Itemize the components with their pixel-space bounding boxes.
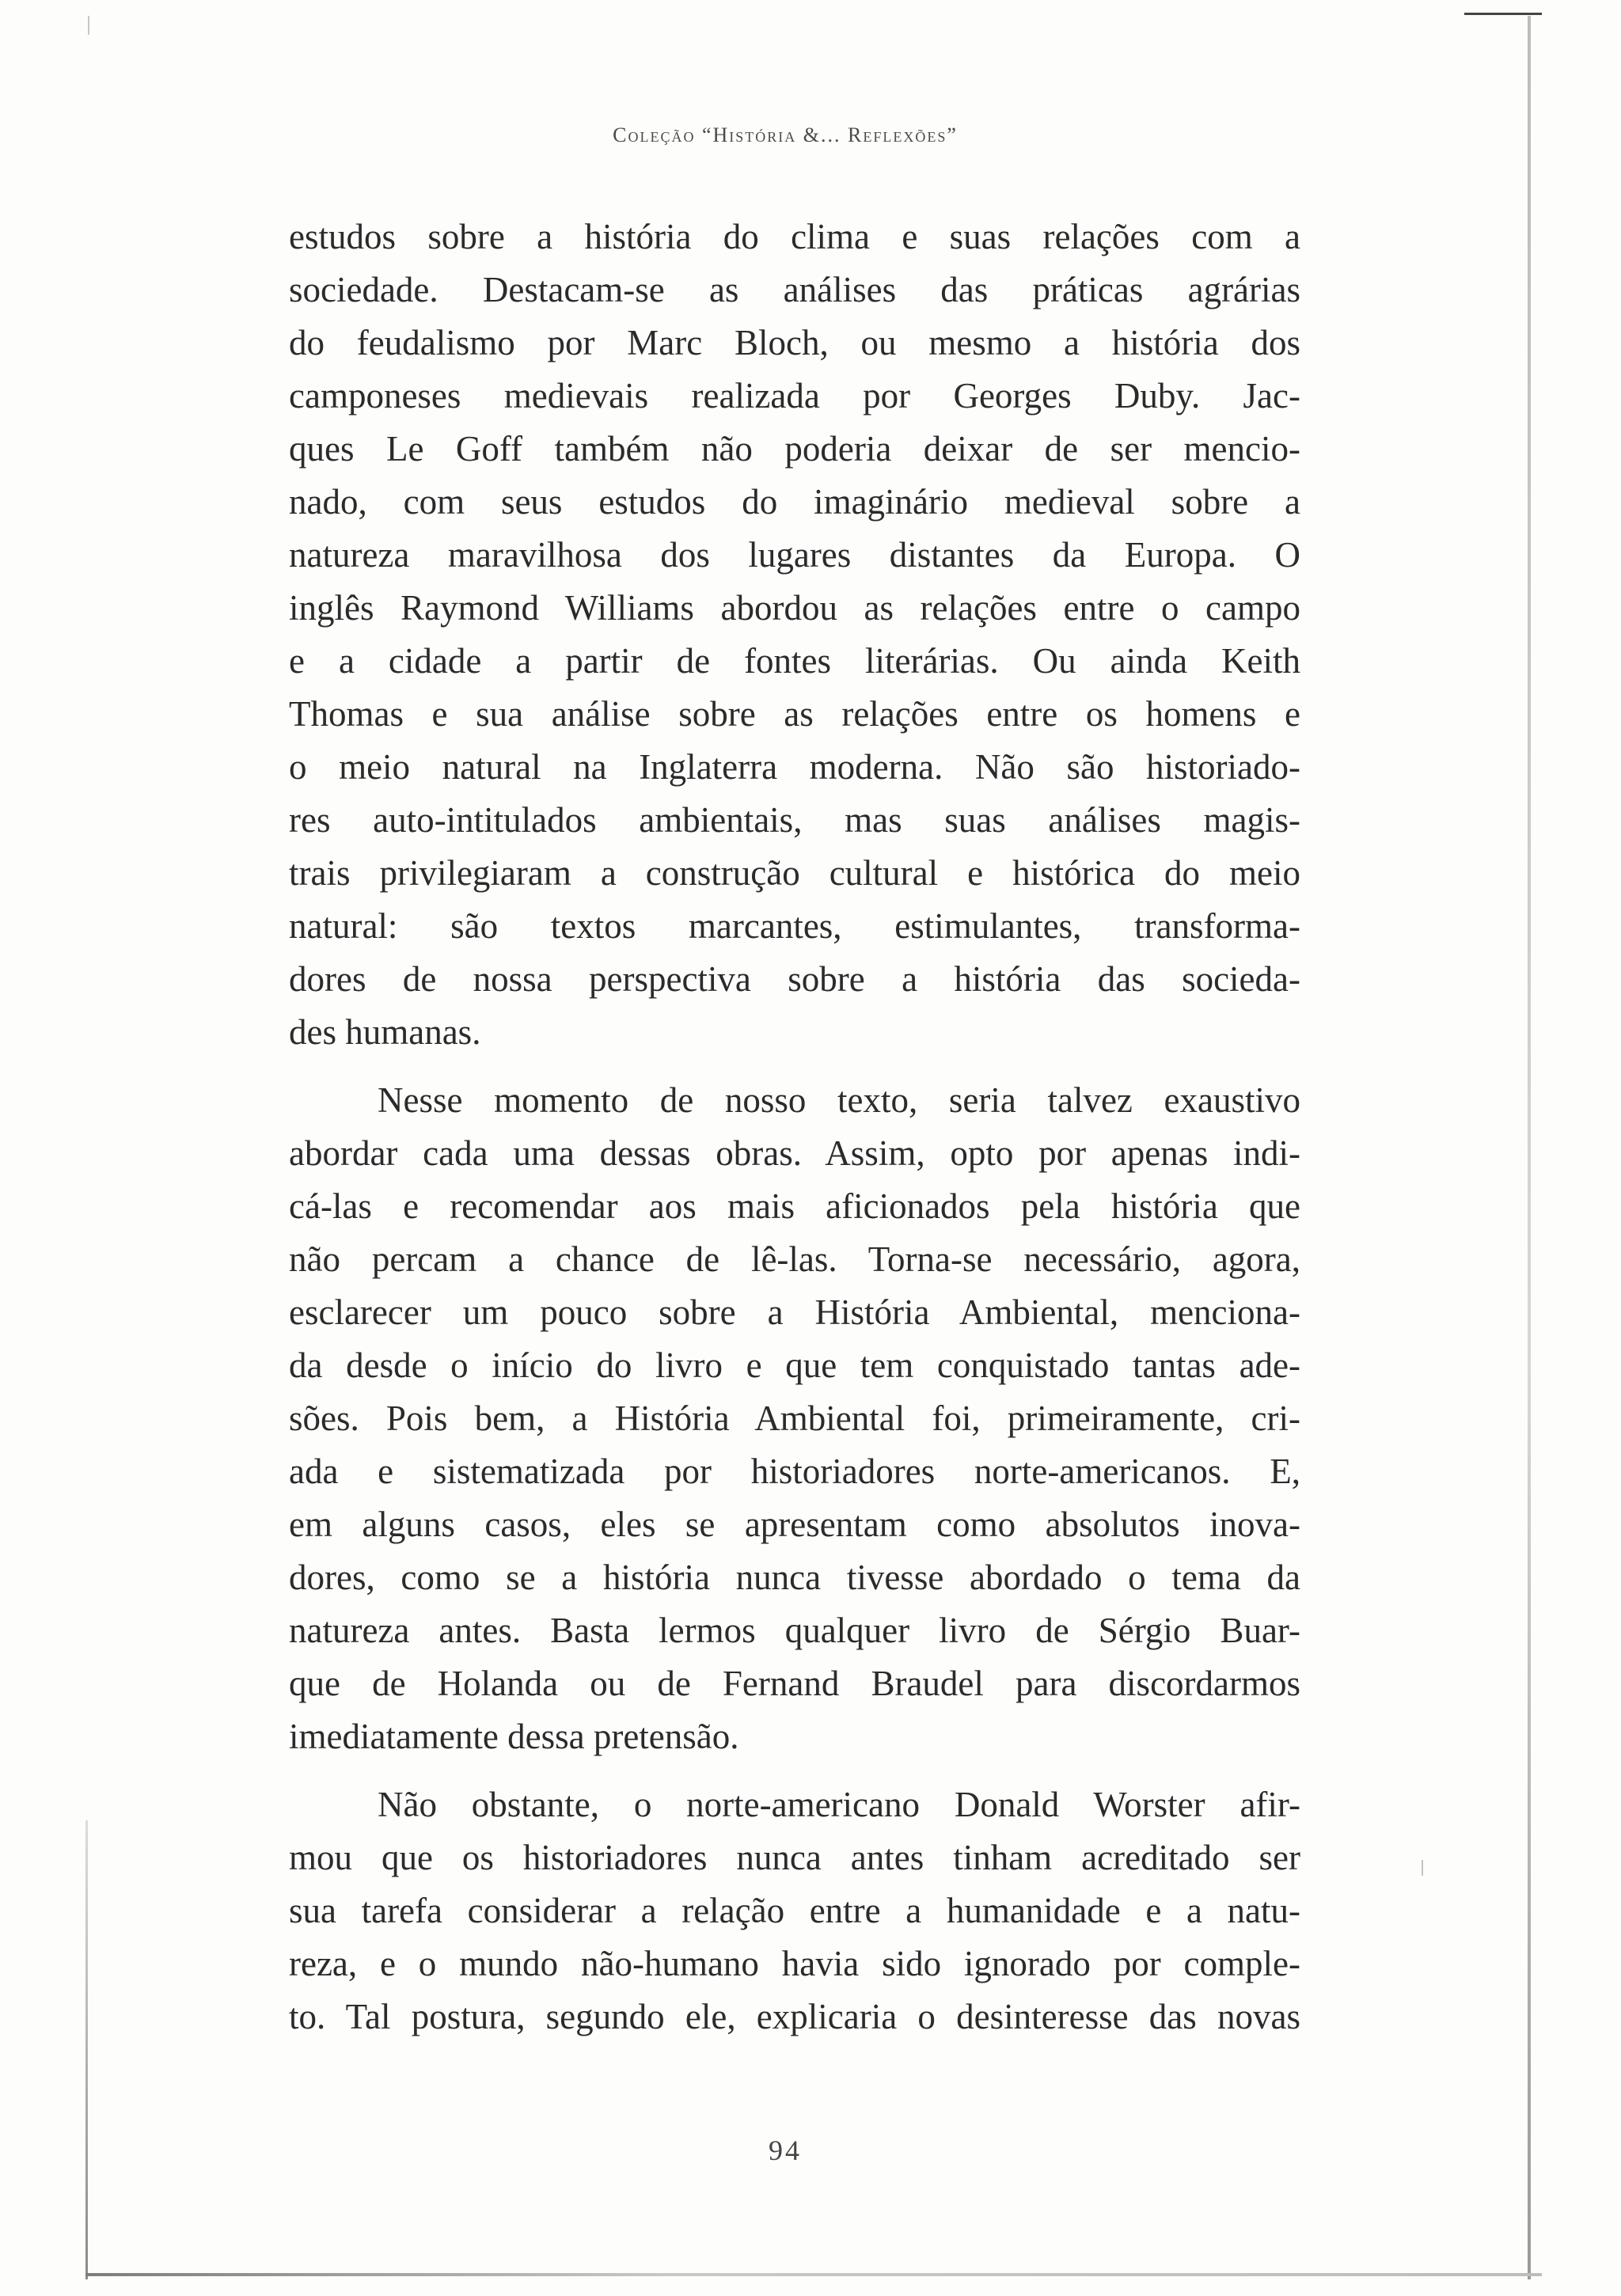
text-line: natureza maravilhosa dos lugares distantes da Europa. O [289,535,1300,575]
text-line: reza, e o mundo não-humano havia sido ignorado por comple- [289,1944,1300,1983]
scan-smudge [1422,1860,1423,1876]
text-line: inglês Raymond Williams abordou as relações entre o campo [289,588,1300,628]
scan-edge-left [85,1820,88,2279]
scan-edge-bottom [85,2273,1542,2276]
text-line: imediatamente dessa pretensão. [289,1717,739,1756]
text-line: Nesse momento de nosso texto, seria talvez exaustivo [378,1080,1300,1120]
text-line: dores, como se a história nunca tivesse abordado o tema da [289,1558,1300,1597]
text-line: do feudalismo por Marc Bloch, ou mesmo a história dos [289,323,1300,362]
text-line: cá-las e recomendar aos mais aficionados pela história que [289,1186,1300,1226]
text-line: o meio natural na Inglaterra moderna. Não são historiado- [289,747,1300,787]
text-line: que de Holanda ou de Fernand Braudel para discordarmos [289,1664,1300,1703]
text-line: natureza antes. Basta lermos qualquer livro de Sérgio Buar- [289,1611,1300,1650]
text-line: Thomas e sua análise sobre as relações entre os homens e [289,694,1300,734]
text-line: res auto-intitulados ambientais, mas suas análises magis- [289,800,1300,840]
scan-edge-mark [88,16,89,35]
text-line: não percam a chance de lê-las. Torna-se necessário, agora, [289,1239,1300,1279]
text-line: sociedade. Destacam-se as análises das práticas agrárias [289,270,1300,309]
text-line: e a cidade a partir de fontes literárias. Ou ainda Keith [289,641,1300,681]
text-line: ada e sistematizada por historiadores norte-americanos. E, [289,1452,1300,1491]
text-line: abordar cada uma dessas obras. Assim, opto por apenas indi- [289,1133,1300,1173]
page-number: 94 [769,2135,802,2166]
text-line: des humanas. [289,1012,481,1052]
text-line: camponeses medievais realizada por Georges Duby. Jac- [289,376,1300,416]
text-line: sões. Pois bem, a História Ambiental foi, primeiramente, cri- [289,1398,1300,1438]
text-line: sua tarefa considerar a relação entre a humanidade e a natu- [289,1891,1300,1930]
text-line: esclarecer um pouco sobre a História Ambiental, menciona- [289,1292,1300,1332]
text-line: Não obstante, o norte-americano Donald Worster afir- [378,1785,1300,1824]
text-line: nado, com seus estudos do imaginário medieval sobre a [289,482,1300,522]
scan-edge-right [1528,16,1531,2279]
text-line: trais privilegiaram a construção cultural e histórica do meio [289,853,1300,893]
text-line: ques Le Goff também não poderia deixar de ser mencio- [289,429,1300,469]
paragraph [289,1074,1300,1763]
running-head: Coleção “História &... Reflexões” [613,123,958,146]
text-line: natural: são textos marcantes, estimulantes, transforma- [289,906,1300,946]
text-line: em alguns casos, eles se apresentam como absolutos inova- [289,1505,1300,1544]
text-line: mou que os historiadores nunca antes tinham acreditado ser [289,1838,1300,1877]
body-text [289,211,1300,2044]
text-line: dores de nossa perspectiva sobre a história das socieda- [289,959,1300,999]
scan-edge-top [1464,13,1542,15]
text-line: estudos sobre a história do clima e suas relações com a [289,217,1300,256]
text-line: to. Tal postura, segundo ele, explicaria o desinteresse das novas [289,1997,1300,2036]
text-line: da desde o início do livro e que tem conquistado tantas ade- [289,1345,1300,1385]
paragraph [289,1778,1300,2044]
paragraph [289,211,1300,1059]
